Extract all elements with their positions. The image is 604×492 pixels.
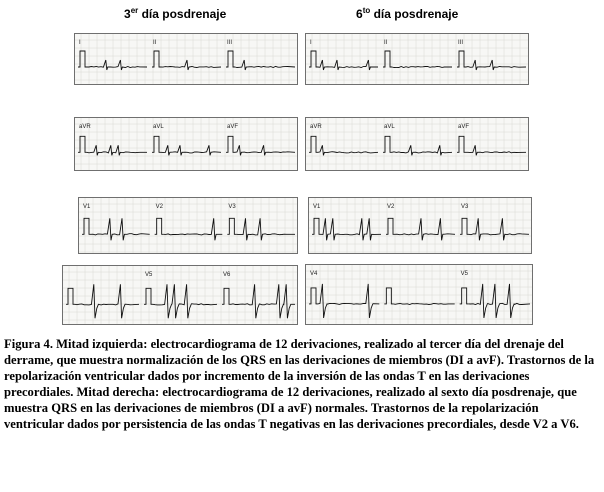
ecg-trace-left-2: [75, 118, 297, 170]
lead-label: II: [153, 40, 157, 46]
lead-label: aVL: [153, 124, 164, 130]
lead-label: aVF: [458, 124, 470, 130]
ecg-strip-right-limb-2: [305, 117, 529, 171]
lead-label: V1: [83, 204, 91, 210]
figure-caption: Figura 4. Mitad izquierda: electrocardiograma de 12 derivaciones, realizado al tercer día del drenaje del derrame, que muestra normalización de los QRS en las derivaciones de miembros (DI a avF). Trastornos de la repolarización ventricular dados por incremento de la inversión de las ondas T en las derivaciones precordiales. Mitad derecha: electrocardiograma de 12 derivaciones, realizado al sexto día posdrenaje, que muestra QRS en las derivaciones de miembros (DI a avF) normales. Trastornos de la repolarización ventricular dados por persistencia de las ondas T negativas en las derivaciones precordiales, desde V2 a V6.: [4, 337, 595, 432]
lead-label: V5: [145, 272, 153, 278]
lead-label: I: [79, 40, 81, 46]
lead-label: V1: [313, 204, 321, 210]
ecg-trace-left-3: [79, 198, 297, 253]
ecg-strip-left-limb-1: [74, 33, 298, 85]
ecg-strip-left-precordial-1: [78, 197, 298, 254]
lead-label: V4: [310, 271, 318, 277]
lead-label: III: [458, 40, 464, 46]
lead-label: aVL: [384, 124, 395, 130]
ecg-trace-right-2: [306, 118, 528, 170]
ecg-strip-left-precordial-2: [62, 265, 298, 325]
lead-label: V3: [461, 204, 469, 210]
ecg-trace-right-3: [309, 198, 531, 253]
lead-label: aVF: [227, 124, 239, 130]
lead-label: aVR: [79, 124, 91, 130]
ecg-trace-left-1: [75, 34, 297, 84]
heading-third-day: 3er día posdrenaje: [124, 6, 227, 21]
ecg-strip-right-precordial-1: [308, 197, 532, 254]
ecg-strip-right-limb-1: [305, 33, 529, 85]
ecg-strip-right-precordial-2: [305, 264, 533, 325]
ecg-strip-left-limb-2: [74, 117, 298, 171]
lead-label: II: [384, 40, 388, 46]
lead-label: I: [310, 40, 312, 46]
ecg-trace-right-1: [306, 34, 528, 84]
lead-label: III: [227, 40, 233, 46]
lead-label: aVR: [310, 124, 322, 130]
lead-label: V2: [155, 204, 164, 210]
ecg-trace-left-4: [63, 266, 297, 324]
lead-label: V5: [460, 271, 469, 277]
lead-label: V6: [223, 272, 231, 278]
heading-sixth-day: $6^{to}$ día posdrenaje: [356, 6, 459, 21]
lead-label: V2: [387, 204, 395, 210]
ecg-trace-right-4: [306, 265, 532, 324]
lead-label: V3: [228, 204, 236, 210]
